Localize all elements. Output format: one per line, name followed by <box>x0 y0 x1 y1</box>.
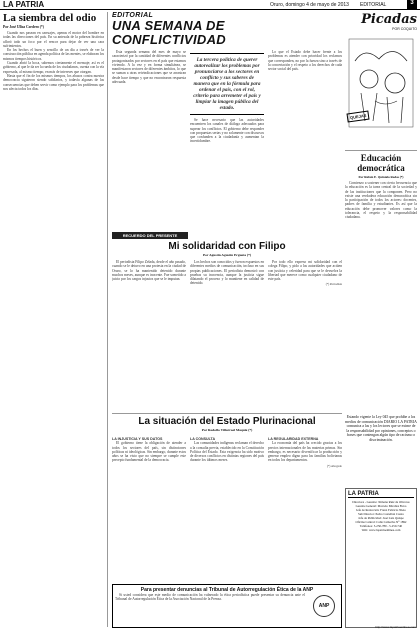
left-article <box>3 12 108 627</box>
ethics-tribunal-ad <box>112 584 342 628</box>
state-col-2 <box>190 435 264 581</box>
paragraph: Los hechos son conocidos y fueron expuestos en diferentes medios de comunicación, incluso en sus propias publicaciones. El periodista demostró con pruebas su inocencia, aunque la justicia sigue dilatando el proceso y lo mantiene en calidad de detenido. <box>190 260 264 286</box>
editorial-label: EDITORIAL <box>112 12 154 19</box>
staff-line: Gerente General: Marcelo Miralles Bova <box>355 504 407 508</box>
ad-text <box>115 593 305 623</box>
paragraph: Hasta que el fin de los mismos tiempos, los abusos contra nuestra democracia siguieron siendo solidarios, y todavía algunas de las consecuencias que deben servir como ejemplo para los problemas que nos afecta todos los días. <box>3 73 104 91</box>
state-col-1 <box>112 435 186 581</box>
editorial-col-3 <box>268 50 342 227</box>
state-article-byline: Por Rodolfo Villarroel Maquie (*) <box>201 428 253 432</box>
pull-quote: La tercera política de querer autorealizar los problemas por pronunciarse a los sectores en conflicto y sus saberes de manera que en la fórmula para ordenar el país, con el rol, criterio para arremeter el país y limpiar la imagen pública del estado. <box>190 53 264 115</box>
paragraph: En los hechos el buen y sencillo de un día a través de ver la construcción pública en agenda política de las mentes, se elaboran los mismos tiempos históricos. <box>3 48 104 61</box>
staff-line: Jefe de Publicidad: José Luis Quispe <box>358 516 404 520</box>
subheading: LA REGULARIDAD EXTERNA <box>268 437 319 441</box>
paragraph: El periodista Filipo Zelada, desde el año pasado, cuando se le detuvo en una protesta en la ciudad de Oruro, se lo ha mantenido detenido durante muchos meses, aunque es inocente. Fue sometido a juicio por los cargos injustos que se le imputan. <box>112 260 186 282</box>
website-footer: http://www.lapatriaenlinea.com <box>375 625 416 629</box>
page-header <box>0 0 420 10</box>
solidarity-title: Mi solidaridad con Filipo <box>168 241 286 252</box>
cartoon-label: QUEJAS <box>346 110 369 122</box>
anp-seal-icon <box>313 595 335 617</box>
staff-line: Oficina Central: Calle Camacho N° 1892 <box>355 520 407 524</box>
paragraph: Lo que el Estado debe hacer frente a los problemas es atender con prioridad los reclamos que corresponden, no por la fuerza sino a través de la concertación y el respeto a los derechos de cada sector social del país. <box>268 50 342 72</box>
state-col-3 <box>268 435 342 581</box>
education-byline: Por Rubén E. Quintela Rodas (*) <box>358 175 404 179</box>
author-note: (*) Abogado <box>326 463 342 468</box>
staff-line: Sub Director: Pedro Castellón Castro <box>357 512 405 516</box>
solidarity-col-3 <box>268 260 342 410</box>
solidarity-article <box>112 241 342 411</box>
staff-box <box>345 488 417 628</box>
paragraph: Si usted considera que este medio de comunicación ha vulnerado la ética periodística puede presentar su denuncia ante el Tribunal de Autorregulación Ética de la Asociación Nacional de la Prensa. <box>115 593 305 602</box>
section-label: EDITORIAL <box>360 2 387 8</box>
staff-line: Teléfonos: 5-250-780 - 5-250-740 <box>359 524 403 528</box>
paragraph: Cuando nos pasean en carruajes, apenas el motor del hombre en todas las direcciones del país. En su antesala de la pobreza histórica afloró todo un foco por el rencor para dejar de ver una cara sufrimientos. <box>3 31 104 48</box>
staff-line: Directora - Gerente: Ximena Ruiz de Oliveros <box>352 500 410 504</box>
editorial-col-2 <box>190 50 264 227</box>
author-note: (*) Periodista <box>325 282 342 287</box>
solidarity-byline: Por Agustín Agustín Ergueta (*) <box>203 253 251 257</box>
staff-logo: LA PATRIA <box>348 491 414 498</box>
state-article-title: La situación del Estado Plurinacional <box>138 416 316 427</box>
newspaper-logo: LA PATRIA <box>3 0 45 9</box>
left-article-byline: Por José Ulloa Cordero (*) <box>3 25 44 29</box>
staff-line: Jefe de Redacción: Franz Fabricio Nieto <box>356 508 406 512</box>
editorial-title: UNA SEMANA DE CONFLICTIVIDAD <box>112 18 226 47</box>
subheading: LA INJUSTICIA Y SUS DATOS <box>112 437 163 441</box>
staff-line: Web: www.lapatriaenlinea.com <box>361 528 401 532</box>
left-article-title: La siembra del odio <box>3 12 97 24</box>
solidarity-col-1 <box>112 260 186 410</box>
education-body <box>345 181 417 406</box>
picadas-byline: POR COQUITO <box>392 27 417 31</box>
editorial-col-1 <box>112 50 186 227</box>
picadas-logo: Picadas <box>361 12 417 27</box>
left-article-body <box>3 31 104 621</box>
paragraph: Por todo ello expreso mi solidaridad con el colega Filipo, y pido a las autoridades que actúen con justicia y celeridad para que se le devuelva la libertad que merece como cualquier ciudadano de este país. <box>268 260 342 282</box>
picadas-cartoon <box>345 12 417 147</box>
section-bar: RECUERDO DEL PRESENTE <box>112 232 188 239</box>
education-article <box>345 150 417 410</box>
editorial-article <box>112 12 342 227</box>
page-number: 3 <box>407 0 417 9</box>
paragraph: La economía del país ha crecido gracias a los precios internacionales de las materias primas. Sin embargo, es necesario diversificar la producción y generar empleo digno para las familias bolivianas en todos los departamentos. <box>268 441 342 463</box>
dateline: Oruro, domingo 4 de mayo de 2013 <box>270 2 349 8</box>
paragraph: Se hace necesario que las autoridades encuentren los canales de diálogo adecuados para superar los conflictos. El gobierno debe responder con propuestas serias y no solamente con discursos que confunden a la ciudadanía y aumentan la incertidumbre. <box>190 118 264 144</box>
ad-title: Para presentar denuncias al Tribunal de Autorregulación Ética de la ANP <box>140 587 314 593</box>
plurinational-state-article <box>112 413 342 581</box>
seal-label: ANP <box>318 603 330 609</box>
subheading: LA CONSULTA <box>190 437 216 441</box>
legal-announcement: Estando vigente la Ley 045 que prohíbe a los medios de comunicación DIARIO LA PATRIA comunica a las y los lectores que se exime de la responsabilidad por opiniones, conceptos o frases que contengan algún tipo de racismo o discriminación. <box>345 415 417 442</box>
solidarity-col-2 <box>190 260 264 410</box>
paragraph: Comienzo a sostener con cierta frecuencia que la educación es la tarea central de la sociedad y de las instituciones que la componen. Pero no existe una verdadera educación democrática sin la participación de todos los actores: docentes, padres de familia y estudiantes. Es así que la educación debe promover valores como la tolerancia, el respeto y la responsabilidad ciudadana. <box>345 181 417 220</box>
paragraph: Cuando abrió la boca, sabemos ciertamente el mensaje; así es el gobierno, al que le da ser la rueda de los ciudadanos, cuenta con la vía expresada, al mismo tiempo, en más de intereses que otorgan. <box>3 61 104 74</box>
paragraph: Las comunidades indígenas reclaman el derecho a la consulta previa, establecido en la Constitución Política del Estado. Esta exigencia ha sido motivo de diversos conflictos en distintas regiones del país durante los últimos meses. <box>190 441 264 463</box>
paragraph: El gobierno tiene la obligación de atender a todos los sectores del país, sin distinciones políticas ni ideológicas. Sin embargo, durante estos años se ha visto que no siempre se cumple este precepto fundamental de la democracia. <box>112 441 186 463</box>
paragraph: Esta segunda semana del mes de mayo se caracterizó por la cantidad de diferentes conflictos protagonizados por sectores en el país que estamos viviendo. A la vez y en forma simultánea, se manifestaron sectores de diferentes ámbitos, lo que se suman a otras reivindicaciones que se arrastran desde hace tiempo y que no encontraron respuesta adecuada. <box>112 50 186 85</box>
education-title: Educación democrática <box>357 153 405 173</box>
